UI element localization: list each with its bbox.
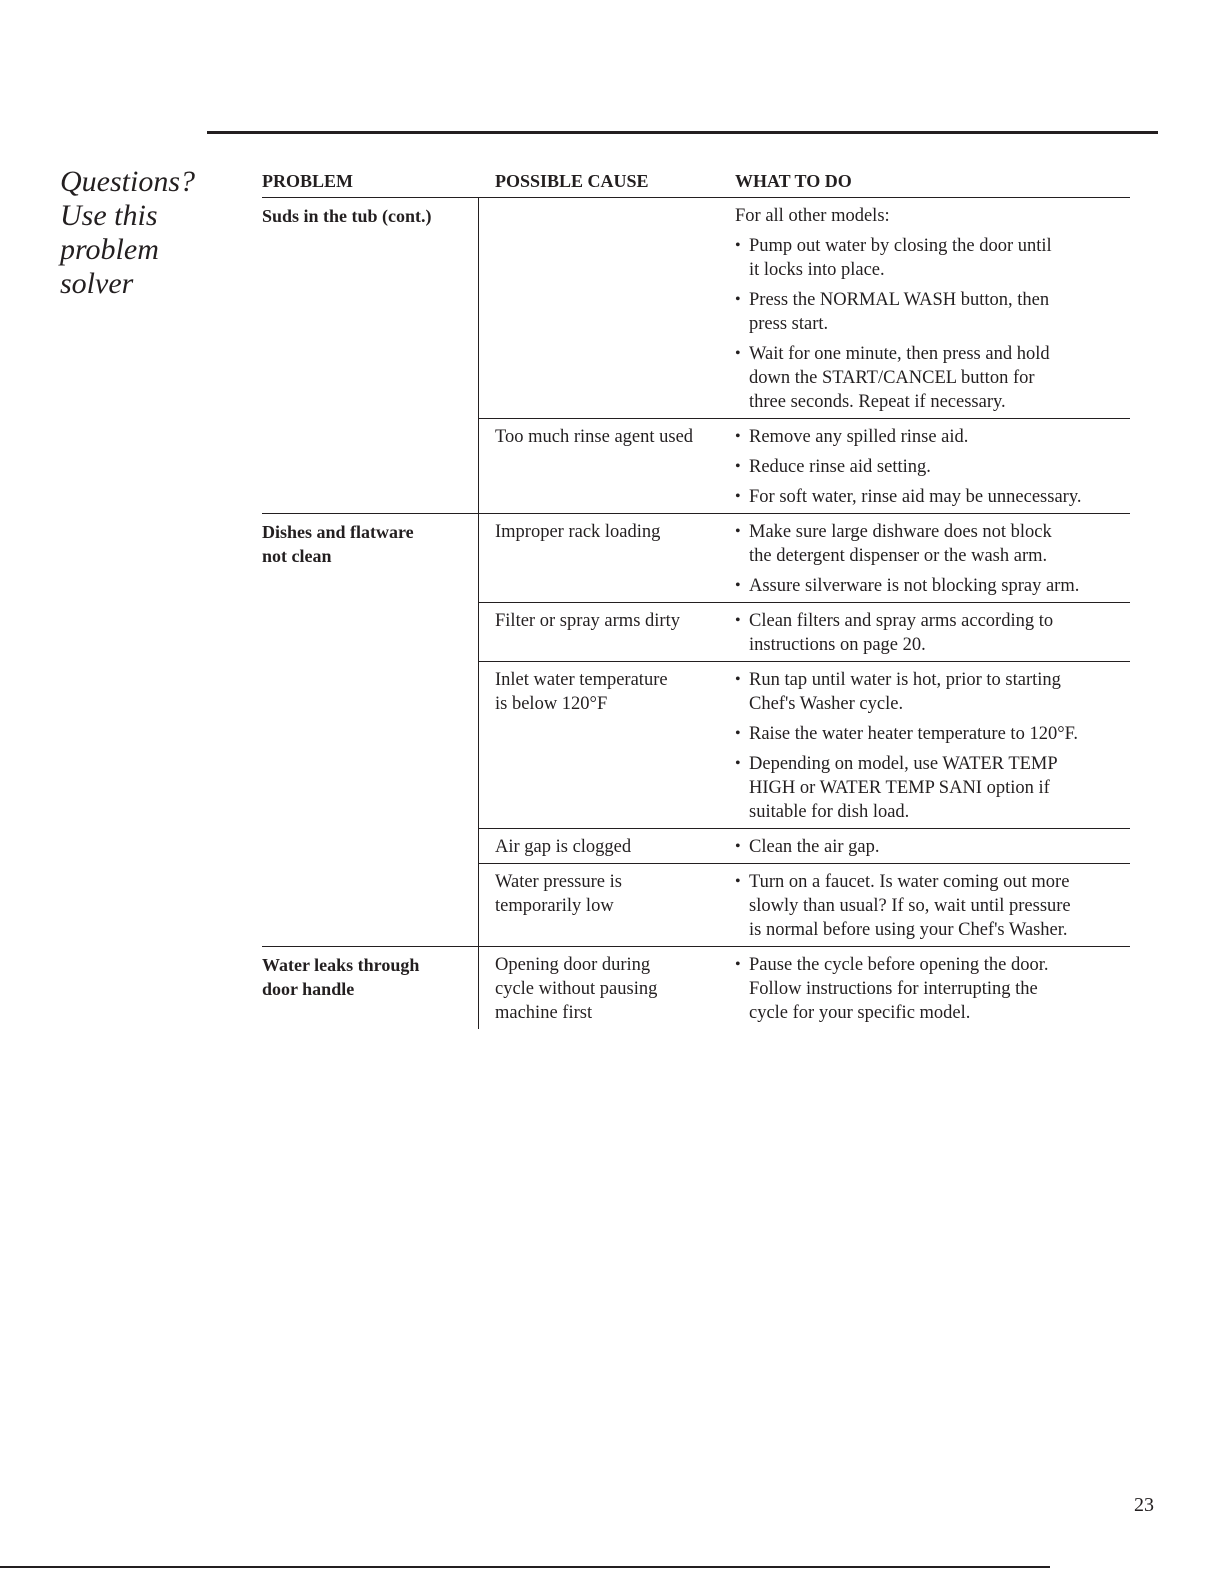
action-line: press start. [749, 314, 829, 334]
action-line: Chef's Washer cycle. [749, 694, 904, 714]
possible-cause-cell [479, 870, 735, 942]
action-line: Pump out water by closing the door until [749, 236, 1052, 256]
action-line: Press the NORMAL WASH button, then [749, 290, 1050, 310]
what-to-do-cell [735, 520, 1130, 598]
action-line: Turn on a faucet. Is water coming out more [749, 872, 1070, 892]
action-line: Follow instructions for interrupting the [749, 979, 1038, 999]
action-line: Clean filters and spray arms according to [749, 611, 1054, 631]
what-to-do-cell [735, 953, 1130, 1025]
cause-line: Too much rinse agent used [495, 427, 694, 447]
action-line: Wait for one minute, then press and hold [749, 344, 1050, 364]
action-bullet [735, 574, 1130, 598]
cause-list [479, 514, 1130, 946]
action-bullet [735, 342, 1130, 414]
bullet-icon: • [735, 755, 741, 772]
action-line: HIGH or WATER TEMP SANI option if [749, 778, 1050, 798]
page-number: 23 [1134, 1494, 1154, 1516]
cause-line: Opening door during [495, 955, 651, 975]
action-line: Depending on model, use WATER TEMP [749, 754, 1058, 774]
bullet-icon: • [735, 523, 741, 540]
intro-text: For all other models: [735, 206, 890, 226]
cause-line: Water pressure is [495, 872, 622, 892]
what-to-do-cell [735, 204, 1130, 414]
problem-line: Suds in the tub (cont.) [262, 206, 432, 226]
what-to-do-cell [735, 870, 1130, 942]
problem-cell [262, 947, 479, 1029]
side-heading-line: Questions? [60, 165, 195, 198]
action-line: Raise the water heater temperature to 120°F. [749, 724, 1079, 744]
action-bullet [735, 288, 1130, 336]
action-line: it locks into place. [749, 260, 885, 280]
cause-list [479, 947, 1130, 1029]
bullet-icon: • [735, 577, 741, 594]
cause-line: temporarily low [495, 896, 614, 916]
action-bullet [735, 752, 1130, 824]
action-line: instructions on page 20. [749, 635, 926, 655]
side-heading-line: solver [60, 267, 134, 300]
action-line: Assure silverware is not blocking spray arm. [749, 576, 1080, 596]
possible-cause-cell [479, 835, 735, 859]
side-heading [60, 165, 210, 301]
problem-solver-table [262, 168, 1130, 1029]
cause-row [479, 198, 1130, 418]
what-to-do-cell [735, 668, 1130, 824]
bullet-icon: • [735, 291, 741, 308]
action-bullet [735, 234, 1130, 282]
action-line: Clean the air gap. [749, 837, 880, 857]
what-to-do-cell [735, 835, 1130, 859]
table-body [262, 198, 1130, 1029]
action-line: Run tap until water is hot, prior to starting [749, 670, 1061, 690]
action-bullet [735, 455, 1130, 479]
action-line: Reduce rinse aid setting. [749, 457, 931, 477]
problem-line: not clean [262, 546, 332, 566]
cause-row [479, 514, 1130, 602]
cause-line: machine first [495, 1003, 593, 1023]
bullet-icon: • [735, 428, 741, 445]
action-bullet [735, 835, 1130, 859]
problem-line: door handle [262, 979, 355, 999]
action-line: is normal before using your Chef's Washer. [749, 920, 1068, 940]
action-line: Remove any spilled rinse aid. [749, 427, 969, 447]
bullet-icon: • [735, 237, 741, 254]
action-line: cycle for your specific model. [749, 1003, 971, 1023]
cause-row [479, 602, 1130, 661]
cause-line: Filter or spray arms dirty [495, 611, 680, 631]
side-heading-line: problem [60, 233, 159, 266]
bullet-icon: • [735, 488, 741, 505]
header-possible-cause: POSSIBLE CAUSE [495, 171, 649, 191]
cause-list [479, 198, 1130, 513]
possible-cause-cell [479, 953, 735, 1025]
possible-cause-cell [479, 204, 735, 414]
action-line: three seconds. Repeat if necessary. [749, 392, 1006, 412]
action-bullet [735, 425, 1130, 449]
cause-line: Air gap is clogged [495, 837, 632, 857]
problem-line: Water leaks through [262, 955, 420, 975]
action-bullet [735, 520, 1130, 568]
action-line: Pause the cycle before opening the door. [749, 955, 1049, 975]
cause-row [479, 418, 1130, 513]
problem-cell [262, 198, 479, 513]
problem-group [262, 946, 1130, 1029]
action-bullet [735, 609, 1130, 657]
problem-line: Dishes and flatware [262, 522, 414, 542]
action-bullet [735, 870, 1130, 942]
bullet-icon: • [735, 458, 741, 475]
action-bullet [735, 722, 1130, 746]
what-to-do-cell [735, 609, 1130, 657]
bullet-icon: • [735, 956, 741, 973]
bullet-icon: • [735, 838, 741, 855]
problem-group [262, 513, 1130, 946]
action-line: slowly than usual? If so, wait until pressure [749, 896, 1071, 916]
action-bullet [735, 668, 1130, 716]
action-bullet [735, 485, 1130, 509]
problem-cell [262, 514, 479, 946]
cause-row [479, 828, 1130, 863]
possible-cause-cell [479, 609, 735, 657]
problem-group [262, 198, 1130, 513]
cause-line: Inlet water temperature [495, 670, 668, 690]
cause-line: is below 120°F [495, 694, 608, 714]
action-line: For soft water, rinse aid may be unnecessary. [749, 487, 1082, 507]
action-line: suitable for dish load. [749, 802, 910, 822]
bullet-icon: • [735, 345, 741, 362]
header-problem: PROBLEM [262, 171, 354, 191]
table-header [262, 168, 1130, 198]
possible-cause-cell [479, 425, 735, 509]
bullet-icon: • [735, 873, 741, 890]
top-rule [207, 131, 1158, 134]
action-line: down the START/CANCEL button for [749, 368, 1035, 388]
possible-cause-cell [479, 668, 735, 824]
side-heading-line: Use this [60, 199, 158, 232]
bullet-icon: • [735, 671, 741, 688]
bullet-icon: • [735, 612, 741, 629]
cause-row [479, 661, 1130, 828]
cause-line: cycle without pausing [495, 979, 658, 999]
action-bullet [735, 953, 1130, 1025]
possible-cause-cell [479, 520, 735, 598]
bullet-icon: • [735, 725, 741, 742]
action-line: Make sure large dishware does not block [749, 522, 1052, 542]
cause-line: Improper rack loading [495, 522, 661, 542]
cause-row [479, 863, 1130, 946]
action-line: the detergent dispenser or the wash arm. [749, 546, 1048, 566]
bottom-rule [0, 1566, 1050, 1568]
cause-row [479, 947, 1130, 1029]
header-what-to-do: WHAT TO DO [735, 171, 852, 191]
what-to-do-cell [735, 425, 1130, 509]
